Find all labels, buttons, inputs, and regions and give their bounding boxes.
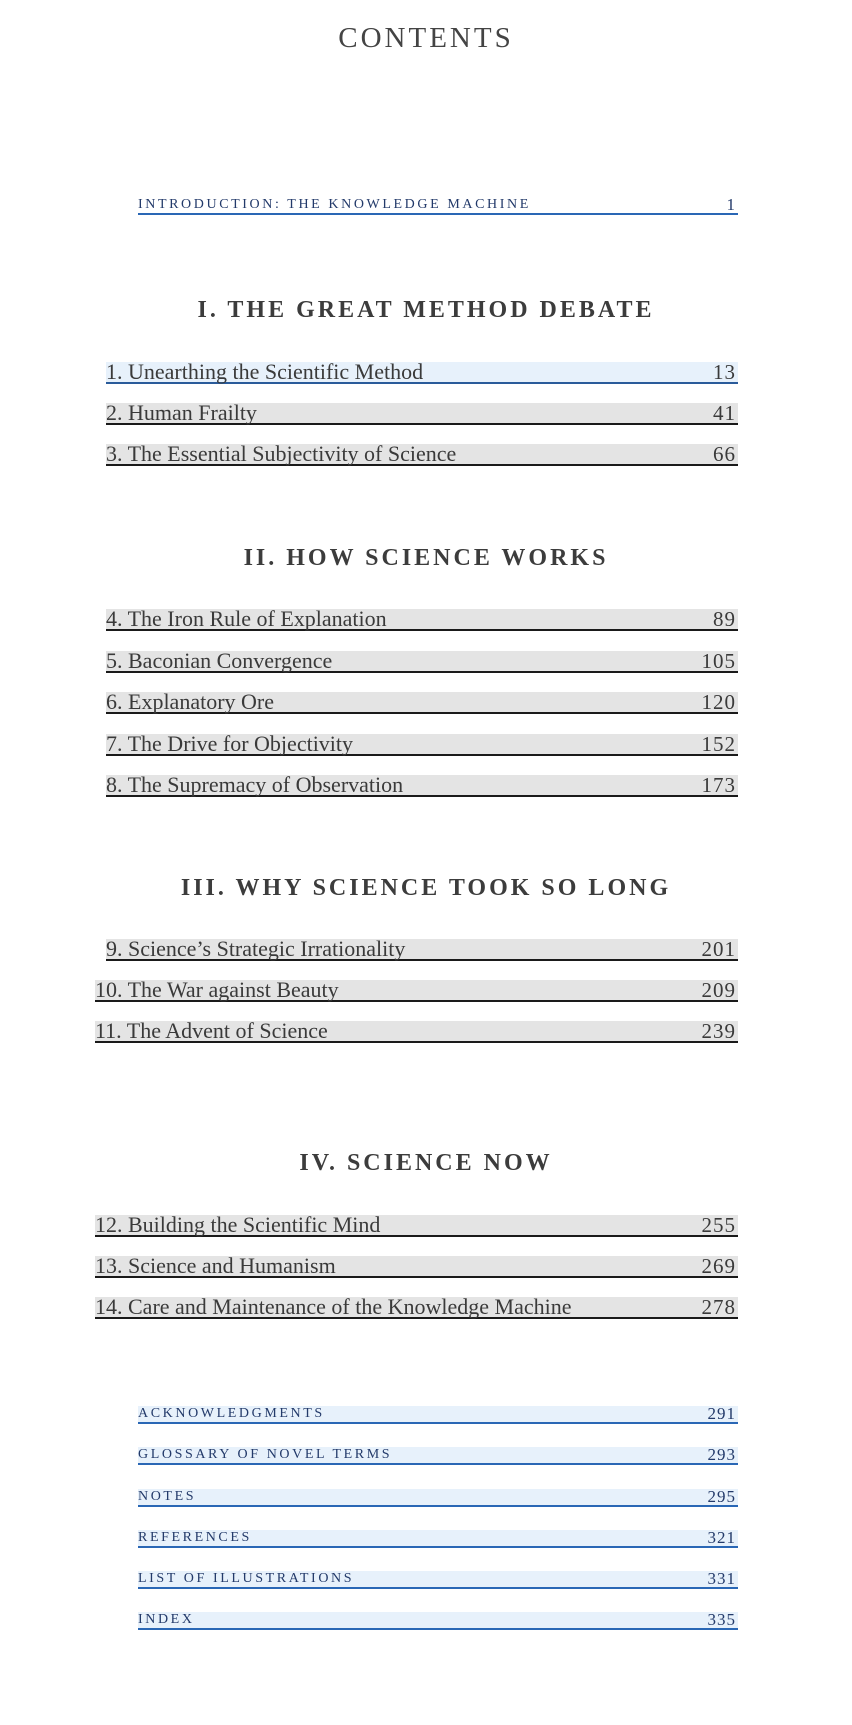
toc-entry-label: 5. Baconian Convergence xyxy=(106,648,333,673)
toc-link-chapter-12[interactable] xyxy=(95,1212,738,1237)
toc-entry-label: GLOSSARY OF NOVEL TERMS xyxy=(138,1447,393,1462)
toc-page-number: 152 xyxy=(701,732,736,756)
toc-link-glossary[interactable] xyxy=(138,1447,738,1465)
toc-page-number: 120 xyxy=(701,690,736,714)
toc-link-list-of-illustrations[interactable] xyxy=(138,1571,738,1589)
toc-page-number: 255 xyxy=(701,1213,736,1237)
toc-page-number: 335 xyxy=(707,1610,736,1629)
toc-entry-label: 9. Science’s Strategic Irrationality xyxy=(106,936,406,961)
toc-page-number: 239 xyxy=(701,1019,736,1043)
toc-entry-label: 7. The Drive for Objectivity xyxy=(106,731,354,756)
toc-page-number: 173 xyxy=(701,773,736,797)
toc-page-number: 295 xyxy=(707,1487,736,1506)
toc-link-chapter-9[interactable] xyxy=(106,936,738,961)
toc-link-chapter-7[interactable] xyxy=(106,731,738,756)
toc-entry-label: ACKNOWLEDGMENTS xyxy=(138,1406,325,1421)
toc-link-chapter-2[interactable] xyxy=(106,400,738,425)
toc-page-number: 66 xyxy=(713,442,736,466)
toc-entry-label: 10. The War against Beauty xyxy=(95,977,339,1002)
toc-entry-label: REFERENCES xyxy=(138,1530,252,1545)
toc-entry-label: 6. Explanatory Ore xyxy=(106,689,274,714)
toc-entry-label: 13. Science and Humanism xyxy=(95,1253,336,1278)
toc-page-number: 1 xyxy=(726,195,736,214)
toc-entry-label: 12. Building the Scientific Mind xyxy=(95,1212,381,1237)
toc-page-number: 105 xyxy=(701,649,736,673)
toc-page-number: 41 xyxy=(713,401,736,425)
toc-entry-label: NOTES xyxy=(138,1489,197,1504)
toc-entry-label: 2. Human Frailty xyxy=(106,400,257,425)
toc-page-number: 201 xyxy=(701,937,736,961)
toc-entry-label: 4. The Iron Rule of Explanation xyxy=(106,606,387,631)
toc-link-chapter-5[interactable] xyxy=(106,648,738,673)
toc-entry-label: 11. The Advent of Science xyxy=(95,1018,328,1043)
page-title: CONTENTS xyxy=(338,22,514,54)
toc-entry-label: INDEX xyxy=(138,1612,195,1627)
toc-page-number: 13 xyxy=(713,360,736,384)
toc-link-chapter-11[interactable] xyxy=(95,1018,738,1043)
part-heading-1: I. THE GREAT METHOD DEBATE xyxy=(197,297,655,323)
toc-entry-label: 14. Care and Maintenance of the Knowledge Machine xyxy=(95,1294,572,1319)
toc-entry-label: LIST OF ILLUSTRATIONS xyxy=(138,1571,355,1586)
toc-link-notes[interactable] xyxy=(138,1489,738,1507)
toc-link-chapter-6[interactable] xyxy=(106,689,738,714)
toc-link-references[interactable] xyxy=(138,1530,738,1548)
toc-entry-label: 1. Unearthing the Scientific Method xyxy=(106,359,424,384)
toc-page-number: 269 xyxy=(701,1254,736,1278)
toc-link-chapter-13[interactable] xyxy=(95,1253,738,1278)
toc-page-number: 278 xyxy=(701,1295,736,1319)
toc-page-number: 293 xyxy=(707,1445,736,1464)
toc-link-chapter-10[interactable] xyxy=(95,977,738,1002)
toc-link-acknowledgments[interactable] xyxy=(138,1406,738,1424)
toc-entry-label: 8. The Supremacy of Observation xyxy=(106,772,404,797)
toc-link-chapter-1[interactable] xyxy=(106,359,738,384)
part-heading-3: III. WHY SCIENCE TOOK SO LONG xyxy=(180,875,672,901)
toc-page-number: 291 xyxy=(707,1404,736,1423)
toc-page-number: 331 xyxy=(707,1569,736,1588)
part-heading-2: II. HOW SCIENCE WORKS xyxy=(243,545,609,571)
toc-link-chapter-4[interactable] xyxy=(106,606,738,631)
toc-page-number: 209 xyxy=(701,978,736,1002)
toc-entry-label: 3. The Essential Subjectivity of Science xyxy=(106,441,457,466)
part-heading-4: IV. SCIENCE NOW xyxy=(299,1150,553,1176)
toc-link-index[interactable] xyxy=(138,1612,738,1630)
toc-link-chapter-14[interactable] xyxy=(95,1294,738,1319)
toc-link-introduction[interactable] xyxy=(138,197,738,215)
toc-entry-label: INTRODUCTION: THE KNOWLEDGE MACHINE xyxy=(138,197,531,212)
toc-page-number: 321 xyxy=(707,1528,736,1547)
toc-page-number: 89 xyxy=(713,607,736,631)
toc-link-chapter-8[interactable] xyxy=(106,772,738,797)
toc-link-chapter-3[interactable] xyxy=(106,441,738,466)
